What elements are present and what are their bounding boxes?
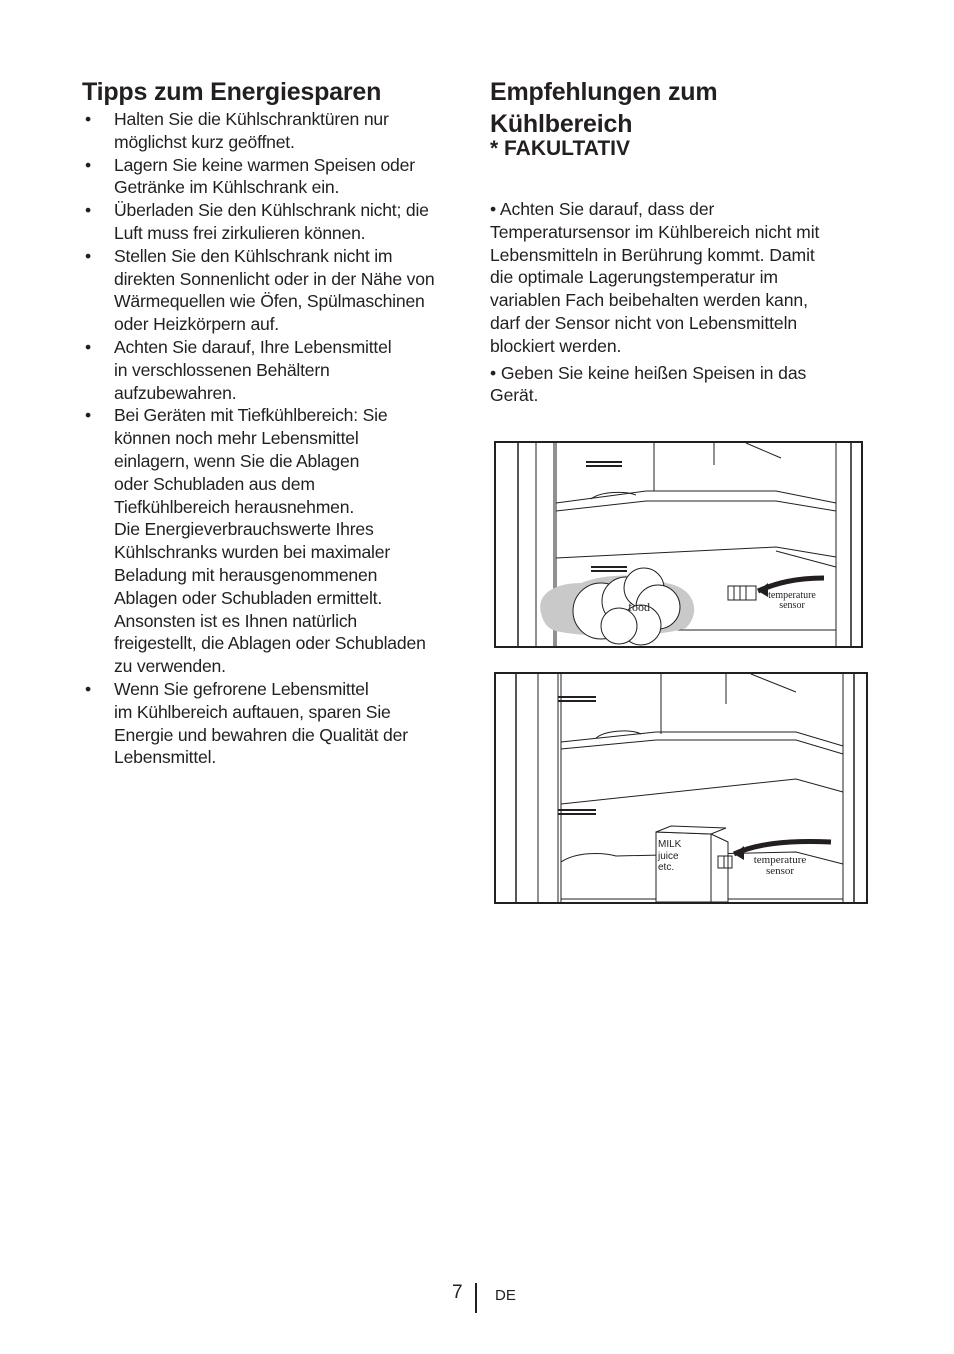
fridge-illustration-carton xyxy=(496,674,866,902)
page-number: 7 xyxy=(452,1282,463,1303)
list-item: • Halten Sie die Kühlschranktüren nur möglichst kurz geöffnet. xyxy=(85,109,389,152)
carton-label: etc. xyxy=(658,862,675,873)
figure-carton-sensor xyxy=(494,672,868,904)
carton-label: juice xyxy=(658,851,679,862)
energy-tips-section xyxy=(82,76,472,769)
sensor-label: sensor xyxy=(779,600,805,611)
hot-food-paragraph: • Geben Sie keine heißen Speisen in das Gerät. xyxy=(490,362,807,406)
sensor-paragraph: • Achten Sie darauf, dass der Temperatursensor im Kühlbereich nicht mit Lebensmitteln in Berührung kommt. Damit die optimale Lagerungstemperatur im variablen Fach beibehalten werden kann, darf der Sensor nicht von Lebensmitteln blockiert werden. xyxy=(490,199,820,356)
list-item: • Bei Geräten mit Tiefkühlbereich: Sie können noch mehr Lebensmittel einlagern, wenn Sie die Ablagen oder Schubladen aus dem Tiefkühlbereich herausnehmen. Die Energieverbrauchswerte Ihres Kühlschranks wurden bei maximaler Beladung mit herausgenommenen Ablagen oder Schubladen ermittelt. Ansonsten ist es Ihnen natürlich freigestellt, die Ablagen oder Schubladen zu verwenden. xyxy=(85,405,426,677)
sensor-label: temperature xyxy=(768,590,816,601)
language-code: DE xyxy=(495,1287,516,1304)
sensor-label: sensor xyxy=(765,865,795,877)
cooling-heading-line1: Empfehlungen zum xyxy=(490,78,718,106)
list-item: • Stellen Sie den Kühlschrank nicht im direkten Sonnenlicht oder in der Nähe von Wärmequellen wie Öfen, Spülmaschinen oder Heizkörpern auf. xyxy=(85,245,435,335)
food-label: food xyxy=(628,600,650,614)
footer-divider xyxy=(475,1283,477,1313)
list-item: • Überladen Sie den Kühlschrank nicht; die Luft muss frei zirkulieren können. xyxy=(85,200,429,243)
optional-subheading: * FAKULTATIV xyxy=(490,137,630,160)
fridge-illustration-food xyxy=(496,443,861,646)
energy-tips-heading: Tipps zum Energiesparen xyxy=(82,78,382,106)
list-item: • Lagern Sie keine warmen Speisen oder Getränke im Kühlschrank ein. xyxy=(85,154,415,198)
list-item: • Wenn Sie gefrorene Lebensmittel im Kühlbereich auftauen, sparen Sie Energie und bewahren die Qualität der Lebensmittel. xyxy=(85,678,408,768)
carton-label: MILK xyxy=(658,839,682,850)
cooling-area-section xyxy=(490,76,875,407)
list-item: • Achten Sie darauf, Ihre Lebensmittel in verschlossenen Behältern aufzubewahren. xyxy=(85,336,392,403)
cooling-heading-line2: Kühlbereich xyxy=(490,110,633,138)
sensor-label: temperature xyxy=(753,854,807,866)
energy-tips-list xyxy=(82,108,472,769)
figure-food-sensor xyxy=(494,441,863,648)
